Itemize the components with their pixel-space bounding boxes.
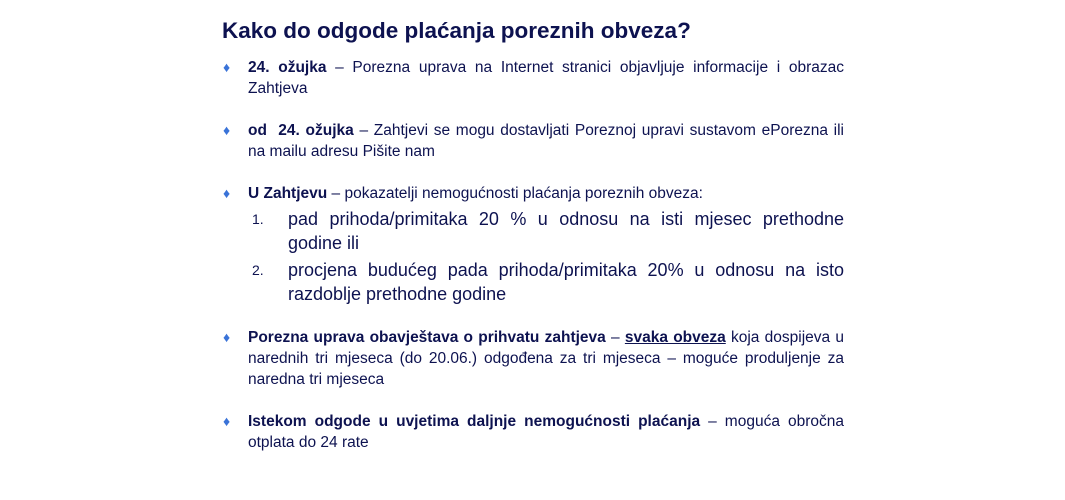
diamond-bullet-icon: ♦ [223,329,231,345]
diamond-bullet-icon: ♦ [223,413,231,429]
slide-content [222,16,844,453]
bullet-item-4 [222,327,844,390]
bullet-text: – moguća obročna otplata do 24 rate [248,413,844,451]
sublist-number: 1. [252,211,264,227]
bullet-item-2 [222,120,844,162]
bullet-bold: od 24. ožujka [248,122,354,139]
bullet-text: – pokazatelji nemogućnosti plaćanja poreznih obveza: [327,185,703,202]
diamond-bullet-icon: ♦ [223,59,231,75]
bullet-bold: 24. ožujka [248,59,327,76]
bullet-underlined: svaka obveza [624,329,726,346]
bullet-bold: Porezna uprava obavještava o prihvatu zahtjeva [248,329,606,346]
sublist-text: procjena budućeg pada prihoda/primitaka 20% u odnosu na isto razdoblje prethodne godine [288,260,844,304]
sublist-text: pad prihoda/primitaka 20 % u odnosu na isti mjesec prethodne godine ili [288,209,844,253]
bullet-bold: Istekom odgode u uvjetima daljnje nemogućnosti plaćanja [248,413,701,430]
bullet-text: koja dospijeva u narednih tri mjeseca (do 20.06.) odgođena za tri mjeseca – moguće produljenje za naredna tri mjeseca [248,329,844,388]
sublist-item-2 [248,258,844,306]
bullet-text: – [605,329,625,346]
diamond-bullet-icon: ♦ [223,185,231,201]
bullet-item-1 [222,57,844,99]
bullet-item-5 [222,411,844,453]
bullet-bold: U Zahtjevu [248,185,328,202]
bullet-item-3 [222,183,844,306]
page-title: Kako do odgode plaćanja poreznih obveza? [222,18,691,43]
diamond-bullet-icon: ♦ [223,122,231,138]
bullet-text: – Zahtjevi se mogu dostavljati Poreznoj upravi sustavom ePorezna ili na mailu adresu Pišite nam [248,122,844,160]
sublist-number: 2. [252,262,264,278]
numbered-sublist [248,207,844,306]
sublist-item-1 [248,207,844,255]
bullet-text: – Porezna uprava na Internet stranici objavljuje informacije i obrazac Zahtjeva [248,59,844,97]
